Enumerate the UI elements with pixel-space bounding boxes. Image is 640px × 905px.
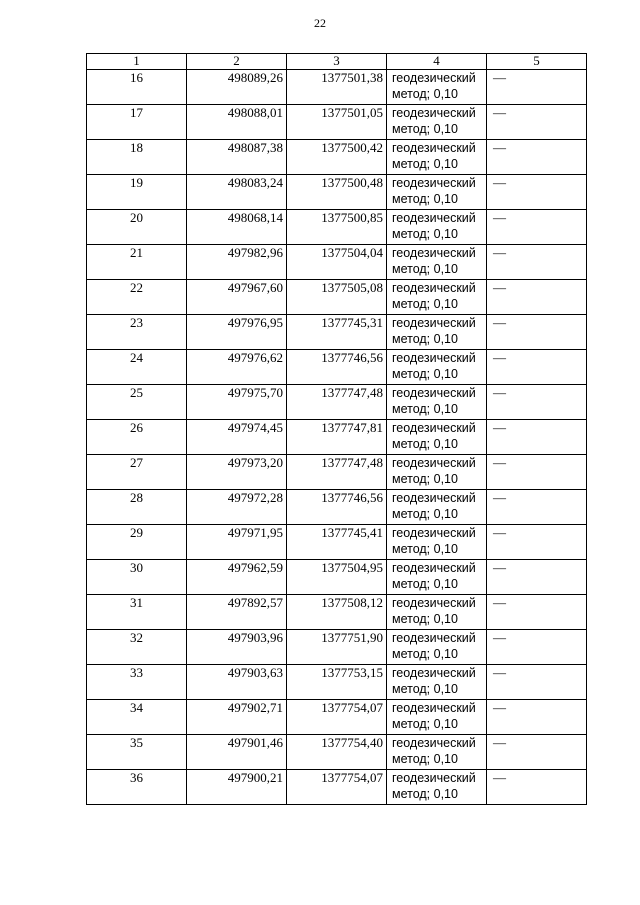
x-coordinate-cell xyxy=(187,280,287,315)
point-number-cell xyxy=(87,630,187,665)
method-cell xyxy=(387,140,487,175)
x-coordinate-cell xyxy=(187,770,287,805)
y-coordinate: 1377745,41 xyxy=(321,525,383,540)
x-coordinate-cell xyxy=(187,595,287,630)
method-cell xyxy=(387,630,487,665)
method-cell xyxy=(387,735,487,770)
x-coordinate: 497967,60 xyxy=(227,280,283,295)
note-cell xyxy=(487,420,587,455)
table-row xyxy=(87,210,587,245)
y-coordinate-cell xyxy=(287,350,387,385)
point-number-cell xyxy=(87,560,187,595)
table-row xyxy=(87,140,587,175)
y-coordinate: 1377746,56 xyxy=(321,350,383,365)
y-coordinate: 1377508,12 xyxy=(321,595,383,610)
method-line-2: метод; 0,10 xyxy=(392,612,458,626)
note-dash: — xyxy=(493,665,506,680)
table-row xyxy=(87,735,587,770)
y-coordinate: 1377505,08 xyxy=(321,280,383,295)
x-coordinate: 497982,96 xyxy=(227,245,283,260)
y-coordinate-cell xyxy=(287,245,387,280)
x-coordinate: 498083,24 xyxy=(227,175,283,190)
note-cell xyxy=(487,490,587,525)
method-line-1: геодезический xyxy=(392,771,476,785)
table-row xyxy=(87,490,587,525)
y-coordinate-cell xyxy=(287,175,387,210)
point-number: 28 xyxy=(130,490,143,505)
note-dash: — xyxy=(493,490,506,505)
method-line-2: метод; 0,10 xyxy=(392,262,458,276)
point-number-cell xyxy=(87,665,187,700)
table-row xyxy=(87,770,587,805)
method-line-1: геодезический xyxy=(392,141,476,155)
method-line-2: метод; 0,10 xyxy=(392,87,458,101)
method-line-2: метод; 0,10 xyxy=(392,577,458,591)
y-coordinate-cell xyxy=(287,140,387,175)
method-line-1: геодезический xyxy=(392,246,476,260)
table-row xyxy=(87,525,587,560)
table-row xyxy=(87,245,587,280)
method-line-2: метод; 0,10 xyxy=(392,297,458,311)
method-cell xyxy=(387,560,487,595)
table-row xyxy=(87,630,587,665)
y-coordinate-cell xyxy=(287,630,387,665)
x-coordinate-cell xyxy=(187,735,287,770)
y-coordinate: 1377501,05 xyxy=(321,105,383,120)
method-cell xyxy=(387,665,487,700)
column-header-3: 3 xyxy=(287,54,387,70)
x-coordinate: 497972,28 xyxy=(227,490,283,505)
coordinates-table xyxy=(86,53,587,805)
point-number-cell xyxy=(87,175,187,210)
point-number: 31 xyxy=(130,595,143,610)
x-coordinate: 497903,63 xyxy=(227,665,283,680)
x-coordinate-cell xyxy=(187,455,287,490)
note-dash: — xyxy=(493,630,506,645)
point-number-cell xyxy=(87,770,187,805)
method-line-2: метод; 0,10 xyxy=(392,192,458,206)
table-row xyxy=(87,280,587,315)
x-coordinate-cell xyxy=(187,350,287,385)
method-cell xyxy=(387,245,487,280)
note-cell xyxy=(487,315,587,350)
note-dash: — xyxy=(493,595,506,610)
table-row xyxy=(87,455,587,490)
method-cell xyxy=(387,420,487,455)
method-line-2: метод; 0,10 xyxy=(392,507,458,521)
y-coordinate-cell xyxy=(287,385,387,420)
point-number-cell xyxy=(87,70,187,105)
point-number: 23 xyxy=(130,315,143,330)
method-line-2: метод; 0,10 xyxy=(392,647,458,661)
method-cell xyxy=(387,175,487,210)
method-cell xyxy=(387,315,487,350)
point-number: 35 xyxy=(130,735,143,750)
note-dash: — xyxy=(493,735,506,750)
point-number: 25 xyxy=(130,385,143,400)
table-row xyxy=(87,385,587,420)
x-coordinate-cell xyxy=(187,105,287,140)
x-coordinate: 498087,38 xyxy=(227,140,283,155)
y-coordinate-cell xyxy=(287,595,387,630)
note-dash: — xyxy=(493,700,506,715)
method-line-1: геодезический xyxy=(392,281,476,295)
y-coordinate: 1377504,04 xyxy=(321,245,383,260)
point-number-cell xyxy=(87,210,187,245)
method-line-2: метод; 0,10 xyxy=(392,472,458,486)
method-line-2: метод; 0,10 xyxy=(392,542,458,556)
method-cell xyxy=(387,455,487,490)
method-line-1: геодезический xyxy=(392,386,476,400)
note-dash: — xyxy=(493,315,506,330)
y-coordinate-cell xyxy=(287,105,387,140)
point-number: 34 xyxy=(130,700,143,715)
point-number: 17 xyxy=(130,105,143,120)
y-coordinate-cell xyxy=(287,455,387,490)
y-coordinate-cell xyxy=(287,70,387,105)
note-cell xyxy=(487,455,587,490)
point-number-cell xyxy=(87,385,187,420)
point-number: 26 xyxy=(130,420,143,435)
point-number-cell xyxy=(87,525,187,560)
method-cell xyxy=(387,210,487,245)
note-cell xyxy=(487,735,587,770)
note-cell xyxy=(487,70,587,105)
point-number-cell xyxy=(87,490,187,525)
method-cell xyxy=(387,700,487,735)
column-header-2: 2 xyxy=(187,54,287,70)
y-coordinate: 1377500,48 xyxy=(321,175,383,190)
x-coordinate: 497902,71 xyxy=(227,700,283,715)
method-cell xyxy=(387,595,487,630)
x-coordinate: 497901,46 xyxy=(227,735,283,750)
method-line-2: метод; 0,10 xyxy=(392,122,458,136)
note-dash: — xyxy=(493,525,506,540)
y-coordinate-cell xyxy=(287,560,387,595)
method-line-2: метод; 0,10 xyxy=(392,402,458,416)
method-line-2: метод; 0,10 xyxy=(392,227,458,241)
method-line-1: геодезический xyxy=(392,106,476,120)
x-coordinate: 498068,14 xyxy=(227,210,283,225)
method-line-1: геодезический xyxy=(392,71,476,85)
method-line-2: метод; 0,10 xyxy=(392,367,458,381)
y-coordinate: 1377754,40 xyxy=(321,735,383,750)
column-header-5: 5 xyxy=(487,54,587,70)
note-cell xyxy=(487,595,587,630)
note-dash: — xyxy=(493,105,506,120)
point-number-cell xyxy=(87,105,187,140)
y-coordinate: 1377747,81 xyxy=(321,420,383,435)
method-line-1: геодезический xyxy=(392,176,476,190)
x-coordinate-cell xyxy=(187,385,287,420)
method-line-1: геодезический xyxy=(392,561,476,575)
note-cell xyxy=(487,175,587,210)
table-row xyxy=(87,700,587,735)
y-coordinate: 1377504,95 xyxy=(321,560,383,575)
x-coordinate-cell xyxy=(187,630,287,665)
method-cell xyxy=(387,350,487,385)
method-line-1: геодезический xyxy=(392,351,476,365)
point-number-cell xyxy=(87,595,187,630)
point-number-cell xyxy=(87,735,187,770)
y-coordinate-cell xyxy=(287,490,387,525)
method-cell xyxy=(387,280,487,315)
y-coordinate-cell xyxy=(287,420,387,455)
note-cell xyxy=(487,210,587,245)
note-cell xyxy=(487,700,587,735)
table-body xyxy=(87,70,587,805)
note-dash: — xyxy=(493,770,506,785)
point-number: 16 xyxy=(130,70,143,85)
x-coordinate-cell xyxy=(187,140,287,175)
table-row xyxy=(87,350,587,385)
y-coordinate: 1377500,85 xyxy=(321,210,383,225)
y-coordinate: 1377754,07 xyxy=(321,700,383,715)
note-cell xyxy=(487,105,587,140)
note-cell xyxy=(487,770,587,805)
x-coordinate: 497962,59 xyxy=(227,560,283,575)
point-number: 29 xyxy=(130,525,143,540)
y-coordinate-cell xyxy=(287,210,387,245)
x-coordinate-cell xyxy=(187,700,287,735)
y-coordinate-cell xyxy=(287,770,387,805)
column-header-1: 1 xyxy=(87,54,187,70)
x-coordinate-cell xyxy=(187,210,287,245)
y-coordinate: 1377501,38 xyxy=(321,70,383,85)
page-number: 22 xyxy=(314,16,326,30)
point-number: 27 xyxy=(130,455,143,470)
note-cell xyxy=(487,245,587,280)
point-number: 36 xyxy=(130,770,143,785)
method-line-2: метод; 0,10 xyxy=(392,157,458,171)
point-number: 22 xyxy=(130,280,143,295)
method-cell xyxy=(387,525,487,560)
table-row xyxy=(87,560,587,595)
note-cell xyxy=(487,560,587,595)
x-coordinate: 497903,96 xyxy=(227,630,283,645)
y-coordinate: 1377745,31 xyxy=(321,315,383,330)
x-coordinate: 497975,70 xyxy=(227,385,283,400)
table-row xyxy=(87,175,587,210)
x-coordinate-cell xyxy=(187,560,287,595)
note-dash: — xyxy=(493,210,506,225)
x-coordinate-cell xyxy=(187,175,287,210)
x-coordinate: 497976,62 xyxy=(227,350,283,365)
method-line-2: метод; 0,10 xyxy=(392,437,458,451)
y-coordinate: 1377747,48 xyxy=(321,385,383,400)
x-coordinate-cell xyxy=(187,245,287,280)
note-cell xyxy=(487,525,587,560)
note-cell xyxy=(487,280,587,315)
method-line-2: метод; 0,10 xyxy=(392,682,458,696)
method-line-1: геодезический xyxy=(392,526,476,540)
method-line-1: геодезический xyxy=(392,596,476,610)
x-coordinate-cell xyxy=(187,420,287,455)
point-number-cell xyxy=(87,350,187,385)
method-line-1: геодезический xyxy=(392,631,476,645)
x-coordinate: 498088,01 xyxy=(227,105,283,120)
note-cell xyxy=(487,385,587,420)
note-dash: — xyxy=(493,245,506,260)
table-row xyxy=(87,665,587,700)
x-coordinate: 497973,20 xyxy=(227,455,283,470)
y-coordinate-cell xyxy=(287,315,387,350)
y-coordinate: 1377754,07 xyxy=(321,770,383,785)
method-cell xyxy=(387,105,487,140)
y-coordinate: 1377746,56 xyxy=(321,490,383,505)
point-number: 24 xyxy=(130,350,143,365)
table-row xyxy=(87,595,587,630)
y-coordinate: 1377751,90 xyxy=(321,630,383,645)
y-coordinate-cell xyxy=(287,280,387,315)
point-number: 18 xyxy=(130,140,143,155)
method-line-1: геодезический xyxy=(392,421,476,435)
method-line-2: метод; 0,10 xyxy=(392,752,458,766)
note-dash: — xyxy=(493,350,506,365)
point-number: 33 xyxy=(130,665,143,680)
x-coordinate: 498089,26 xyxy=(227,70,283,85)
point-number-cell xyxy=(87,245,187,280)
method-cell xyxy=(387,385,487,420)
note-cell xyxy=(487,630,587,665)
method-line-1: геодезический xyxy=(392,456,476,470)
note-cell xyxy=(487,350,587,385)
point-number-cell xyxy=(87,140,187,175)
method-line-2: метод; 0,10 xyxy=(392,787,458,801)
note-cell xyxy=(487,140,587,175)
table-row xyxy=(87,420,587,455)
note-dash: — xyxy=(493,560,506,575)
point-number: 30 xyxy=(130,560,143,575)
y-coordinate: 1377747,48 xyxy=(321,455,383,470)
note-dash: — xyxy=(493,280,506,295)
note-dash: — xyxy=(493,175,506,190)
method-line-2: метод; 0,10 xyxy=(392,332,458,346)
y-coordinate-cell xyxy=(287,525,387,560)
method-line-1: геодезический xyxy=(392,736,476,750)
note-dash: — xyxy=(493,385,506,400)
note-dash: — xyxy=(493,70,506,85)
x-coordinate: 497976,95 xyxy=(227,315,283,330)
x-coordinate-cell xyxy=(187,70,287,105)
x-coordinate: 497900,21 xyxy=(227,770,283,785)
point-number: 32 xyxy=(130,630,143,645)
x-coordinate-cell xyxy=(187,490,287,525)
y-coordinate: 1377500,42 xyxy=(321,140,383,155)
method-line-2: метод; 0,10 xyxy=(392,717,458,731)
x-coordinate: 497892,57 xyxy=(227,595,283,610)
point-number-cell xyxy=(87,455,187,490)
table-row xyxy=(87,315,587,350)
method-line-1: геодезический xyxy=(392,316,476,330)
method-cell xyxy=(387,70,487,105)
table-header-row xyxy=(87,54,587,70)
x-coordinate-cell xyxy=(187,665,287,700)
x-coordinate-cell xyxy=(187,525,287,560)
y-coordinate-cell xyxy=(287,700,387,735)
method-line-1: геодезический xyxy=(392,701,476,715)
y-coordinate-cell xyxy=(287,735,387,770)
point-number: 21 xyxy=(130,245,143,260)
note-dash: — xyxy=(493,140,506,155)
table-row xyxy=(87,105,587,140)
point-number-cell xyxy=(87,315,187,350)
note-cell xyxy=(487,665,587,700)
note-dash: — xyxy=(493,455,506,470)
column-header-4: 4 xyxy=(387,54,487,70)
point-number: 19 xyxy=(130,175,143,190)
table-row xyxy=(87,70,587,105)
note-dash: — xyxy=(493,420,506,435)
point-number-cell xyxy=(87,700,187,735)
method-line-1: геодезический xyxy=(392,211,476,225)
method-cell xyxy=(387,490,487,525)
x-coordinate-cell xyxy=(187,315,287,350)
y-coordinate-cell xyxy=(287,665,387,700)
point-number: 20 xyxy=(130,210,143,225)
x-coordinate: 497971,95 xyxy=(227,525,283,540)
method-cell xyxy=(387,770,487,805)
point-number-cell xyxy=(87,420,187,455)
point-number-cell xyxy=(87,280,187,315)
method-line-1: геодезический xyxy=(392,491,476,505)
y-coordinate: 1377753,15 xyxy=(321,665,383,680)
x-coordinate: 497974,45 xyxy=(227,420,283,435)
method-line-1: геодезический xyxy=(392,666,476,680)
